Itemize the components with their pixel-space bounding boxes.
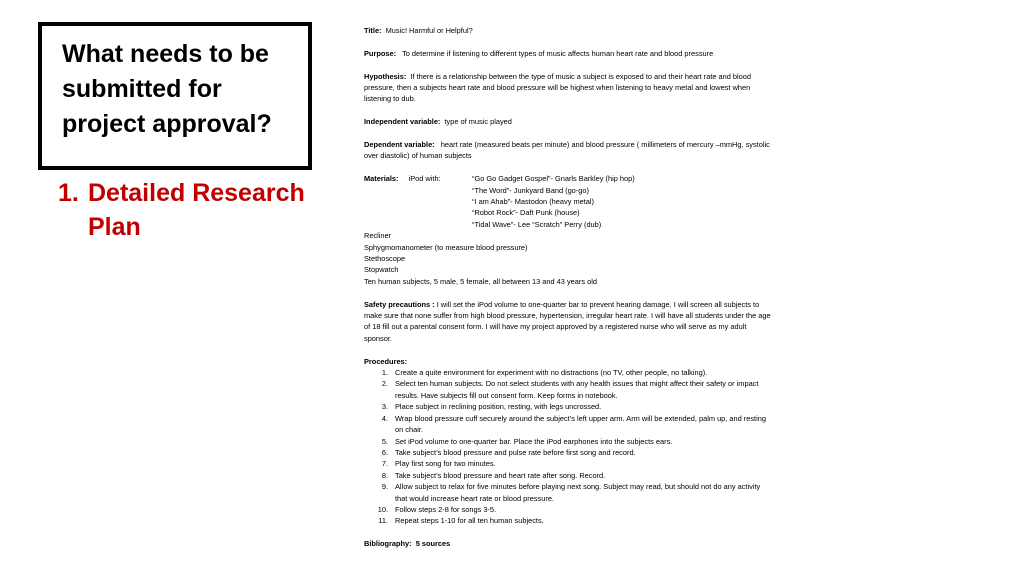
- bibliography-value: 5 sources: [415, 539, 451, 549]
- purpose-value: To determine if listening to different types of music affects human heart rate and blood pressure: [402, 48, 714, 58]
- question-heading: What needs to be submitted for project approval?: [62, 40, 272, 138]
- independent-variable-label: Independent variable:: [364, 117, 441, 127]
- independent-variable-line: [364, 116, 774, 127]
- step-text: Play first song for two minutes.: [395, 459, 496, 469]
- step-text: Follow steps 2-8 for songs 3-5.: [395, 504, 497, 514]
- step-number: 1.: [381, 368, 388, 378]
- hypothesis-label: Hypothesis:: [364, 71, 407, 81]
- procedure-step: [364, 481, 774, 504]
- step-text: Repeat steps 1-10 for all ten human subjects.: [395, 516, 544, 526]
- song-item: “Robot Rock”- Daft Punk (house): [472, 208, 580, 218]
- step-number: 4.: [381, 413, 388, 423]
- procedure-step: [364, 515, 774, 526]
- hypothesis-paragraph: [364, 71, 774, 105]
- material-item: Ten human subjects, 5 male, 5 female, all between 13 and 43 years old: [364, 276, 597, 286]
- step-number: 10.: [377, 504, 388, 514]
- title-value: Music! Harmful or Helpful?: [385, 26, 473, 35]
- bibliography-label: Bibliography:: [364, 539, 412, 549]
- procedure-step: [364, 470, 774, 481]
- requirement-number: 1.: [58, 179, 79, 207]
- step-number: 7.: [381, 459, 388, 469]
- bibliography-line: [364, 538, 774, 549]
- procedures-label: Procedures:: [364, 356, 408, 366]
- safety-paragraph: [364, 299, 774, 345]
- step-text: Select ten human subjects. Do not select students with any health issues that might affect their safety or impact results. Have subjects fill out consent form. Keep forms in notebook.: [395, 379, 759, 400]
- song-item: “I am Ahab”- Mastodon (heavy metal): [472, 197, 594, 207]
- materials-block: [364, 173, 774, 230]
- step-number: 9.: [381, 482, 388, 492]
- step-text: Set iPod volume to one-quarter bar. Place the iPod earphones into the subjects ears.: [395, 436, 673, 446]
- research-plan-document: [364, 25, 774, 561]
- procedure-step: [364, 378, 774, 401]
- dependent-variable-paragraph: [364, 139, 774, 162]
- procedures-list: [364, 367, 774, 527]
- hypothesis-value: If there is a relationship between the type of music a subject is exposed to and their heart rate and blood pressure, then a subjects heart rate and blood pressure will be highest when listening to heavy metal and lowest when listening to dub.: [364, 71, 752, 104]
- materials-device: iPod with:: [408, 174, 441, 184]
- step-number: 2.: [381, 379, 388, 389]
- procedure-step: [364, 447, 774, 458]
- procedure-step: [364, 504, 774, 515]
- other-materials-list: [364, 230, 774, 287]
- question-box: [38, 22, 312, 170]
- independent-variable-value: type of music played: [444, 117, 512, 127]
- dependent-variable-value: heart rate (measured beats per minute) and blood pressure ( millimeters of mercury –mmHg, systolic over diastolic) of human subjects: [364, 140, 770, 161]
- song-item: “Go Go Gadget Gospel”- Gnarls Barkley (hip hop): [472, 174, 635, 184]
- requirement-text: Detailed Research Plan: [88, 179, 305, 241]
- step-number: 3.: [381, 402, 388, 412]
- step-number: 8.: [381, 470, 388, 480]
- material-item: Recliner: [364, 231, 392, 241]
- step-text: Take subject’s blood pressure and pulse rate before first song and record.: [395, 447, 636, 457]
- song-item: “Tidal Wave”- Lee “Scratch” Perry (dub): [472, 219, 602, 229]
- procedure-step: [364, 401, 774, 412]
- title-line: [364, 25, 774, 36]
- requirement-item: [58, 176, 328, 244]
- step-text: Place subject in reclining position, resting, with legs uncrossed.: [395, 402, 602, 412]
- step-text: Create a quite environment for experiment with no distractions (no TV, other people, no talking).: [395, 368, 708, 378]
- procedure-step: [364, 367, 774, 378]
- purpose-paragraph: [364, 48, 774, 59]
- song-list: [472, 173, 635, 230]
- purpose-label: Purpose:: [364, 48, 397, 58]
- safety-label: Safety precautions :: [364, 299, 435, 309]
- step-number: 5.: [381, 436, 388, 446]
- procedure-step: [364, 413, 774, 436]
- step-number: 11.: [378, 516, 388, 526]
- material-item: Stethoscope: [364, 254, 406, 264]
- song-item: “The Word”- Junkyard Band (go-go): [472, 185, 589, 195]
- dependent-variable-label: Dependent variable:: [364, 140, 435, 149]
- step-text: Allow subject to relax for five minutes before playing next song. Subject may read, but should not do any activity that would increase heart rate or blood pressure.: [395, 482, 761, 503]
- materials-label: Materials:: [364, 174, 399, 184]
- step-text: Take subject’s blood pressure and heart rate after song. Record.: [395, 470, 606, 480]
- procedure-step: [364, 436, 774, 447]
- title-label: Title:: [364, 26, 382, 35]
- procedure-step: [364, 458, 774, 469]
- materials-head: [364, 173, 472, 230]
- material-item: Stopwatch: [364, 265, 399, 275]
- step-number: 6.: [381, 447, 388, 457]
- material-item: Sphygmomanometer (to measure blood pressure): [364, 242, 528, 252]
- step-text: Wrap blood pressure cuff securely around the subject’s left upper arm. Arm will be extended, palm up, and resting on chair.: [395, 413, 766, 435]
- safety-value: I will set the iPod volume to one-quarter bar to prevent hearing damage. I will screen all subjects to make sure that none suffer from high blood pressure, hypertension, irregular heart rate. I will have all students under the age of 18 fill out a parental consent form. I will have my project approved by a registered nurse who will serve as my adult sponsor.: [364, 299, 771, 343]
- requirements-list: [58, 176, 328, 244]
